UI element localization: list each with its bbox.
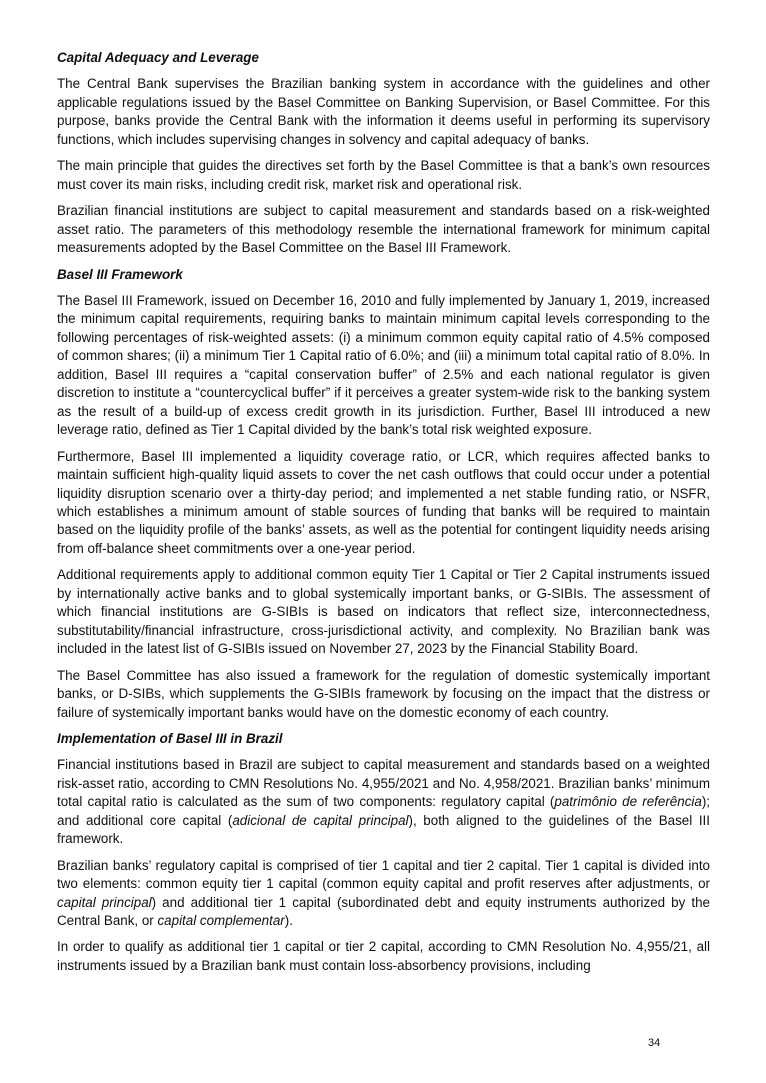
section-heading-implementation: Implementation of Basel III in Brazil [57, 730, 283, 746]
text: Financial institutions based in Brazil are subject to capital measurement and standards based on a weighted risk-asset ratio, according to CMN Resolutions No. 4,955/2021 and No. 4,958/2021. Brazilian banks’ minimum total capital ratio is calculated as the sum of two components: regulatory capital ( [57, 757, 710, 810]
text: ); and additional core capital ( [57, 794, 711, 828]
document-page [57, 49, 710, 983]
paragraph: In order to qualify as additional tier 1 capital or tier 2 capital, according to CMN Resolution No. 4,955/21, all instruments issued by a Brazilian bank must contain loss-absorbency provisions, including [57, 939, 710, 973]
italic-term: capital principal [57, 894, 152, 910]
paragraph: Brazilian financial institutions are subject to capital measurement and standards based on a risk-weighted asset ratio. The parameters of this methodology resemble the international framework for minimum capital measurements adopted by the Basel Committee on the Basel III Framework. [57, 203, 710, 256]
page-number: 34 [648, 1037, 661, 1049]
section-heading-basel-iii: Basel III Framework [57, 266, 183, 282]
paragraph: The Basel III Framework, issued on December 16, 2010 and fully implemented by January 1, 2019, increased the minimum capital requirements, requiring banks to maintain minimum capital levels corresponding to the following percentages of risk-weighted assets: (i) a minimum common equity capital ratio of 4.5% composed of common shares; (ii) a minimum Tier 1 Capital ratio of 6.0%; and (iii) a minimum total capital ratio of 8.0%. In addition, Basel III requires a “capital conservation buffer” of 2.5% and each national regulator is given discretion to institute a “countercyclical buffer” if it perceives a greater system-wide risk to the banking system as the result of a build-up of excess credit growth in its jurisdiction. Further, Basel III introduced a new leverage ratio, defined as Tier 1 Capital divided by the bank’s total risk weighted exposure. [57, 292, 710, 438]
text: Brazilian banks’ regulatory capital is comprised of tier 1 capital and tier 2 capital. Tier 1 capital is divided into two elements: common equity tier 1 capital (common equity capital and profit reserves after adjustments, or [57, 857, 710, 892]
paragraph [57, 857, 710, 931]
italic-term: patrimônio de referência [554, 794, 702, 810]
paragraph: The main principle that guides the directives set forth by the Basel Committee is that a bank’s own resources must cover its main risks, including credit risk, market risk and operational risk. [57, 158, 710, 192]
paragraph: Furthermore, Basel III implemented a liquidity coverage ratio, or LCR, which requires affected banks to maintain sufficient high-quality liquid assets to cover the net cash outflows that could occur under a potential liquidity disruption scenario over a thirty-day period; and implemented a net stable funding ratio, or NSFR, which establishes a minimum amount of stable sources of funding that banks will be required to maintain based on the liquidity profile of the banks’ assets, as well as the potential for contingent liquidity needs arising from off-balance sheet commitments over a one-year period. [57, 448, 710, 556]
section-heading-capital-adequacy: Capital Adequacy and Leverage [57, 50, 259, 65]
paragraph [57, 756, 710, 848]
italic-term: capital complementar [157, 913, 285, 929]
text: ), both aligned to the guidelines of the Basel III framework. [57, 812, 710, 847]
paragraph: Additional requirements apply to additional common equity Tier 1 Capital or Tier 2 Capital instruments issued by internationally active banks and to global systemically important banks, or G-SIBIs. The assessment of which financial institutions are G-SIBIs is based on indicators that reflect size, interconnectedness, substitutability/financial infrastructure, cross-jurisdictional activity, and complexity. No Brazilian bank was included in the latest list of G-SIBIs issued on November 27, 2023 by the Financial Stability Board. [57, 567, 710, 657]
paragraph: The Basel Committee has also issued a framework for the regulation of domestic systemically important banks, or D-SIBs, which supplements the G-SIBIs framework by focusing on the impact that the distress or failure of systemically important banks would have on the domestic economy of each country. [57, 667, 710, 720]
text: ) and additional tier 1 capital (subordinated debt and equity instruments authorized by the Central Bank, or [57, 894, 710, 929]
text: ). [284, 913, 293, 929]
paragraph: The Central Bank supervises the Brazilian banking system in accordance with the guidelines and other applicable regulations issued by the Basel Committee on Banking Supervision, or Basel Committee. For this purpose, banks provide the Central Bank with the information it deems useful in performing its supervisory functions, which includes supervising changes in solvency and capital adequacy of banks. [57, 76, 710, 147]
italic-term: adicional de capital principal [232, 812, 409, 828]
